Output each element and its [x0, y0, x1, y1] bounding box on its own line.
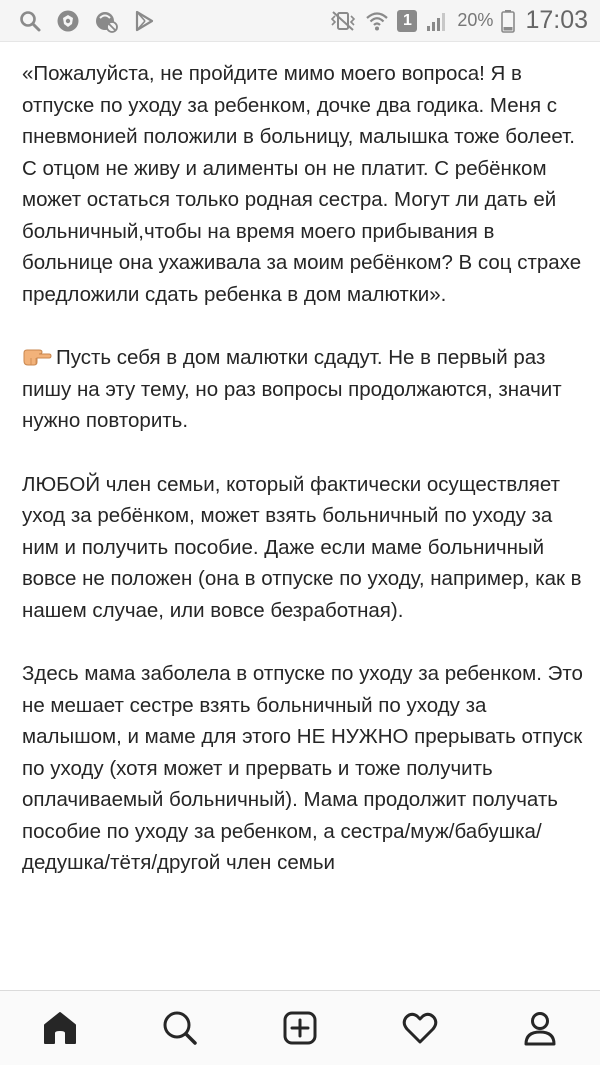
nav-home-button[interactable] — [30, 998, 90, 1058]
nav-new-post-button[interactable] — [270, 998, 330, 1058]
post-paragraph-text: Пусть себя в дом малютки сдадут. Не в первый раз пишу на эту тему, но раз вопросы продолжаются, значит нужно повторить. — [22, 346, 562, 432]
post-text — [0, 42, 600, 990]
sim-slot-badge: 1 — [397, 10, 417, 32]
status-bar — [0, 0, 600, 42]
bottom-navigation — [0, 990, 600, 1065]
signal-icon — [425, 9, 449, 33]
activity-heart-icon — [400, 1008, 440, 1048]
new-post-icon — [280, 1008, 320, 1048]
post-paragraph: «Пожалуйста, не пройдите мимо моего вопроса! Я в отпуске по уходу за ребенком, дочке два годика. Меня с пневмонией положили в больницу, малышка тоже болеет. С отцом не живу и алименты он не платит. С ребёнком может остаться только родная сестра. Могут ли дать ей больничный,чтобы на время моего прибывания в больнице она ухаживала за моим ребёнком? В соц страхе предложили сдать ребенка в дом малютки». — [22, 62, 582, 306]
home-icon — [40, 1008, 80, 1048]
vibrate-mute-icon — [329, 9, 357, 33]
battery-icon — [501, 9, 515, 33]
shield-app-icon — [56, 9, 80, 33]
nav-activity-button[interactable] — [390, 998, 450, 1058]
blocked-app-icon — [94, 9, 118, 33]
search-icon — [160, 1008, 200, 1048]
play-store-icon — [132, 9, 156, 33]
profile-icon — [520, 1008, 560, 1048]
clock: 17:03 — [525, 6, 588, 34]
search-notification-icon — [18, 9, 42, 33]
pointing-right-hand-icon — [22, 345, 52, 367]
battery-percent: 20% — [457, 10, 494, 30]
post-paragraph-pointer — [22, 342, 586, 437]
post-paragraph: ЛЮБОЙ член семьи, который фактически осуществляет уход за ребёнком, может взять больничный по уходу за ним и получить пособие. Даже если маме больничный вовсе не положен (она в отпуске по уходу, например, как в нашем случае, или вовсе безработная). — [22, 472, 582, 622]
nav-profile-button[interactable] — [510, 998, 570, 1058]
post-paragraph: Здесь мама заболела в отпуске по уходу за ребенком. Это не мешает сестре взять больничный по уходу за малышом, и маме для этого НЕ НУЖНО прерывать отпуск по уходу (хотя может и прервать и тоже получить оплачиваемый больничный). Мама продолжит получать пособие по уходу за ребенком, а сестра/муж/бабушка/дедушка/тётя/другой член семьи — [22, 662, 583, 874]
system-indicators — [321, 6, 588, 35]
notification-icons — [18, 9, 170, 33]
wifi-icon — [365, 9, 389, 33]
nav-search-button[interactable] — [150, 998, 210, 1058]
